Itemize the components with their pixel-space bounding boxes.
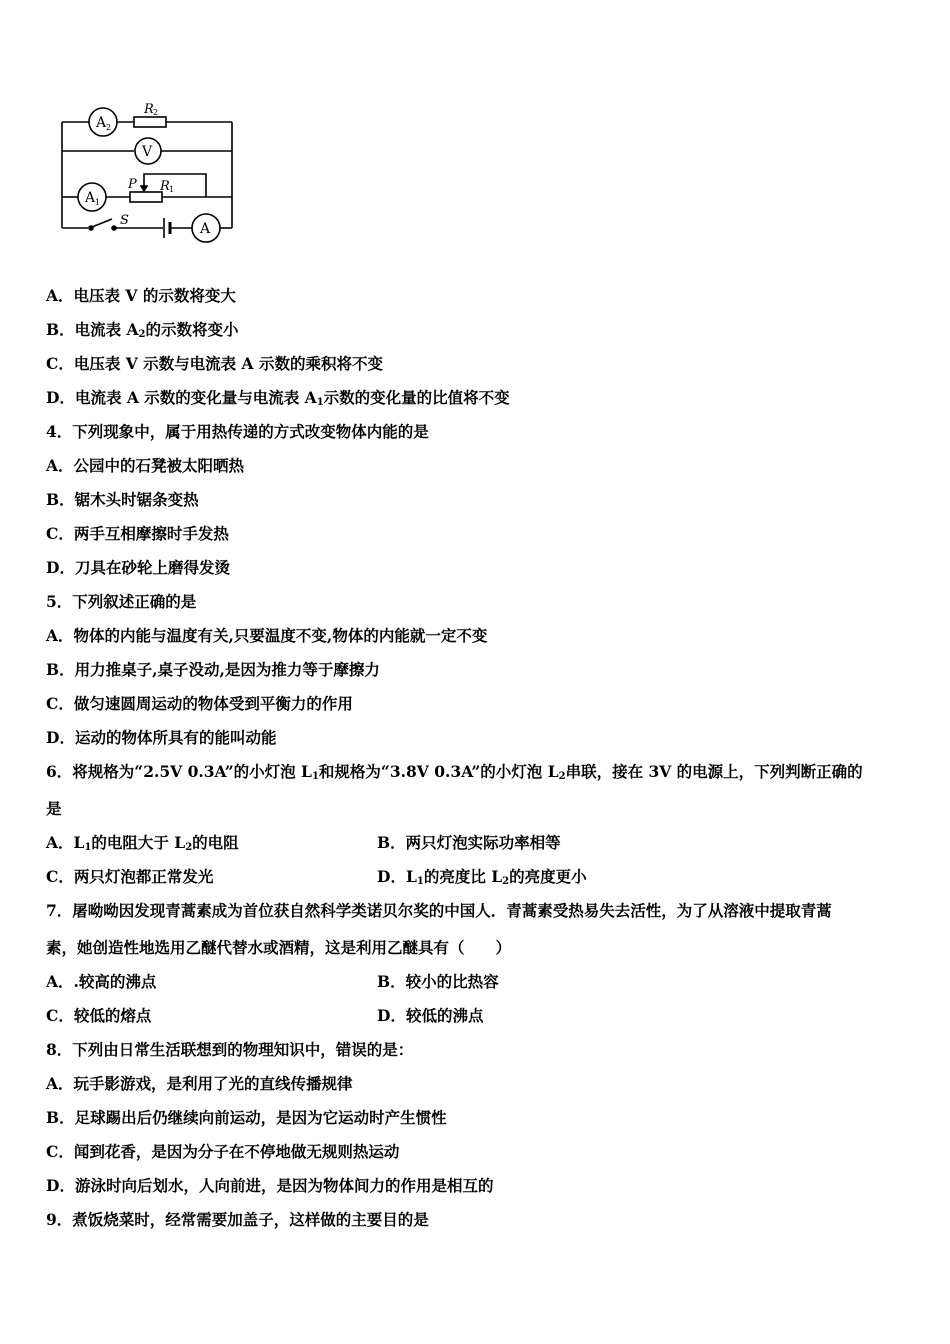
q4-option-a: A．公园中的石凳被太阳晒热 xyxy=(46,456,245,475)
q6-option-a: A．$L_1$的电阻大于 $L_2$的电阻 xyxy=(46,833,239,853)
label-v: V xyxy=(142,144,153,160)
svg-text:1: 1 xyxy=(95,198,101,207)
q8-option-a: A．玩手影游戏，是利用了光的直线传播规律 xyxy=(46,1074,353,1093)
q5-option-d: D．运动的物体所具有的能叫动能 xyxy=(46,728,277,747)
label-a2: A xyxy=(96,115,107,131)
q3-option-d: D．电流表 A 示数的变化量与电流表 $A_1$示数的变化量的比值将不变 xyxy=(46,388,510,408)
resistor-r1 xyxy=(130,192,162,202)
q4-option-b: B．锯木头时锯条变热 xyxy=(46,490,199,509)
q7-option-d: D．较低的沸点 xyxy=(377,1006,484,1025)
q8-option-b: B．足球踢出后仍继续向前运动，是因为它运动时产生惯性 xyxy=(46,1108,447,1127)
q4-stem: 4．下列现象中，属于用热传递的方式改变物体内能的是 xyxy=(46,422,429,441)
q8-stem: 8．下列由日常生活联想到的物理知识中，错误的是： xyxy=(46,1040,414,1059)
q7-option-b: B．较小的比热容 xyxy=(377,972,499,991)
q6-option-d: D．$L_1$的亮度比 $L_2$的亮度更小 xyxy=(377,867,587,887)
q7-option-a: A．.较高的沸点 xyxy=(46,972,157,991)
circuit-diagram xyxy=(54,100,244,248)
svg-text:1: 1 xyxy=(169,185,175,194)
q4-option-d: D．刀具在砂轮上磨得发烫 xyxy=(46,558,230,577)
label-p: P xyxy=(128,177,137,192)
resistor-r2 xyxy=(134,117,166,127)
switch-s xyxy=(92,219,112,227)
slider-p xyxy=(144,174,206,197)
q3-option-a: A．电压表 V 的示数将变大 xyxy=(46,286,236,305)
q5-option-a: A．物体的内能与温度有关,只要温度不变,物体的内能就一定不变 xyxy=(46,626,488,645)
svg-text:2: 2 xyxy=(153,108,159,117)
q3-option-b: B．电流表 $A_2$的示数将变小 xyxy=(46,320,239,340)
q5-option-b: B．用力推桌子,桌子没动,是因为推力等于摩擦力 xyxy=(46,660,380,679)
label-a1: A xyxy=(85,190,96,206)
q5-option-c: C．做匀速圆周运动的物体受到平衡力的作用 xyxy=(46,694,353,713)
q6-option-b: B．两只灯泡实际功率相等 xyxy=(377,833,561,852)
q3-option-c: C．电压表 V 示数与电流表 A 示数的乘积将不变 xyxy=(46,354,383,373)
svg-text:2: 2 xyxy=(106,123,112,132)
q5-stem: 5．下列叙述正确的是 xyxy=(46,592,197,611)
label-s: S xyxy=(120,213,129,228)
q6-stem-line1: 6．将规格为“2.5V 0.3A”的小灯泡 $L_1$和规格为“3.8V 0.3A”的小灯泡 $L_2$串联，接在 3V 的电源上，下列判断正确的 xyxy=(46,762,863,782)
q6-stem-line2: 是 xyxy=(46,799,62,818)
q8-option-c: C．闻到花香，是因为分子在不停地做无规则热运动 xyxy=(46,1142,400,1161)
label-r1: R xyxy=(160,179,170,194)
q7-stem-line2: 素，她创造性地选用乙醚代替水或酒精，这是利用乙醚具有（ ） xyxy=(46,938,512,957)
label-a: A xyxy=(200,221,211,237)
q4-option-c: C．两手互相摩擦时手发热 xyxy=(46,524,229,543)
q7-stem-line1: 7．屠呦呦因发现青蒿素成为首位获自然科学类诺贝尔奖的中国人．青蒿素受热易失去活性，为了从溶液中提取青蒿 xyxy=(46,901,832,920)
q7-option-c: C．较低的熔点 xyxy=(46,1006,152,1025)
label-r2: R xyxy=(144,102,154,117)
q8-option-d: D．游泳时向后划水，人向前进，是因为物体间力的作用是相互的 xyxy=(46,1176,494,1195)
q9-stem: 9．煮饭烧菜时，经常需要加盖子，这样做的主要目的是 xyxy=(46,1210,429,1229)
q6-option-c: C．两只灯泡都正常发光 xyxy=(46,867,214,886)
